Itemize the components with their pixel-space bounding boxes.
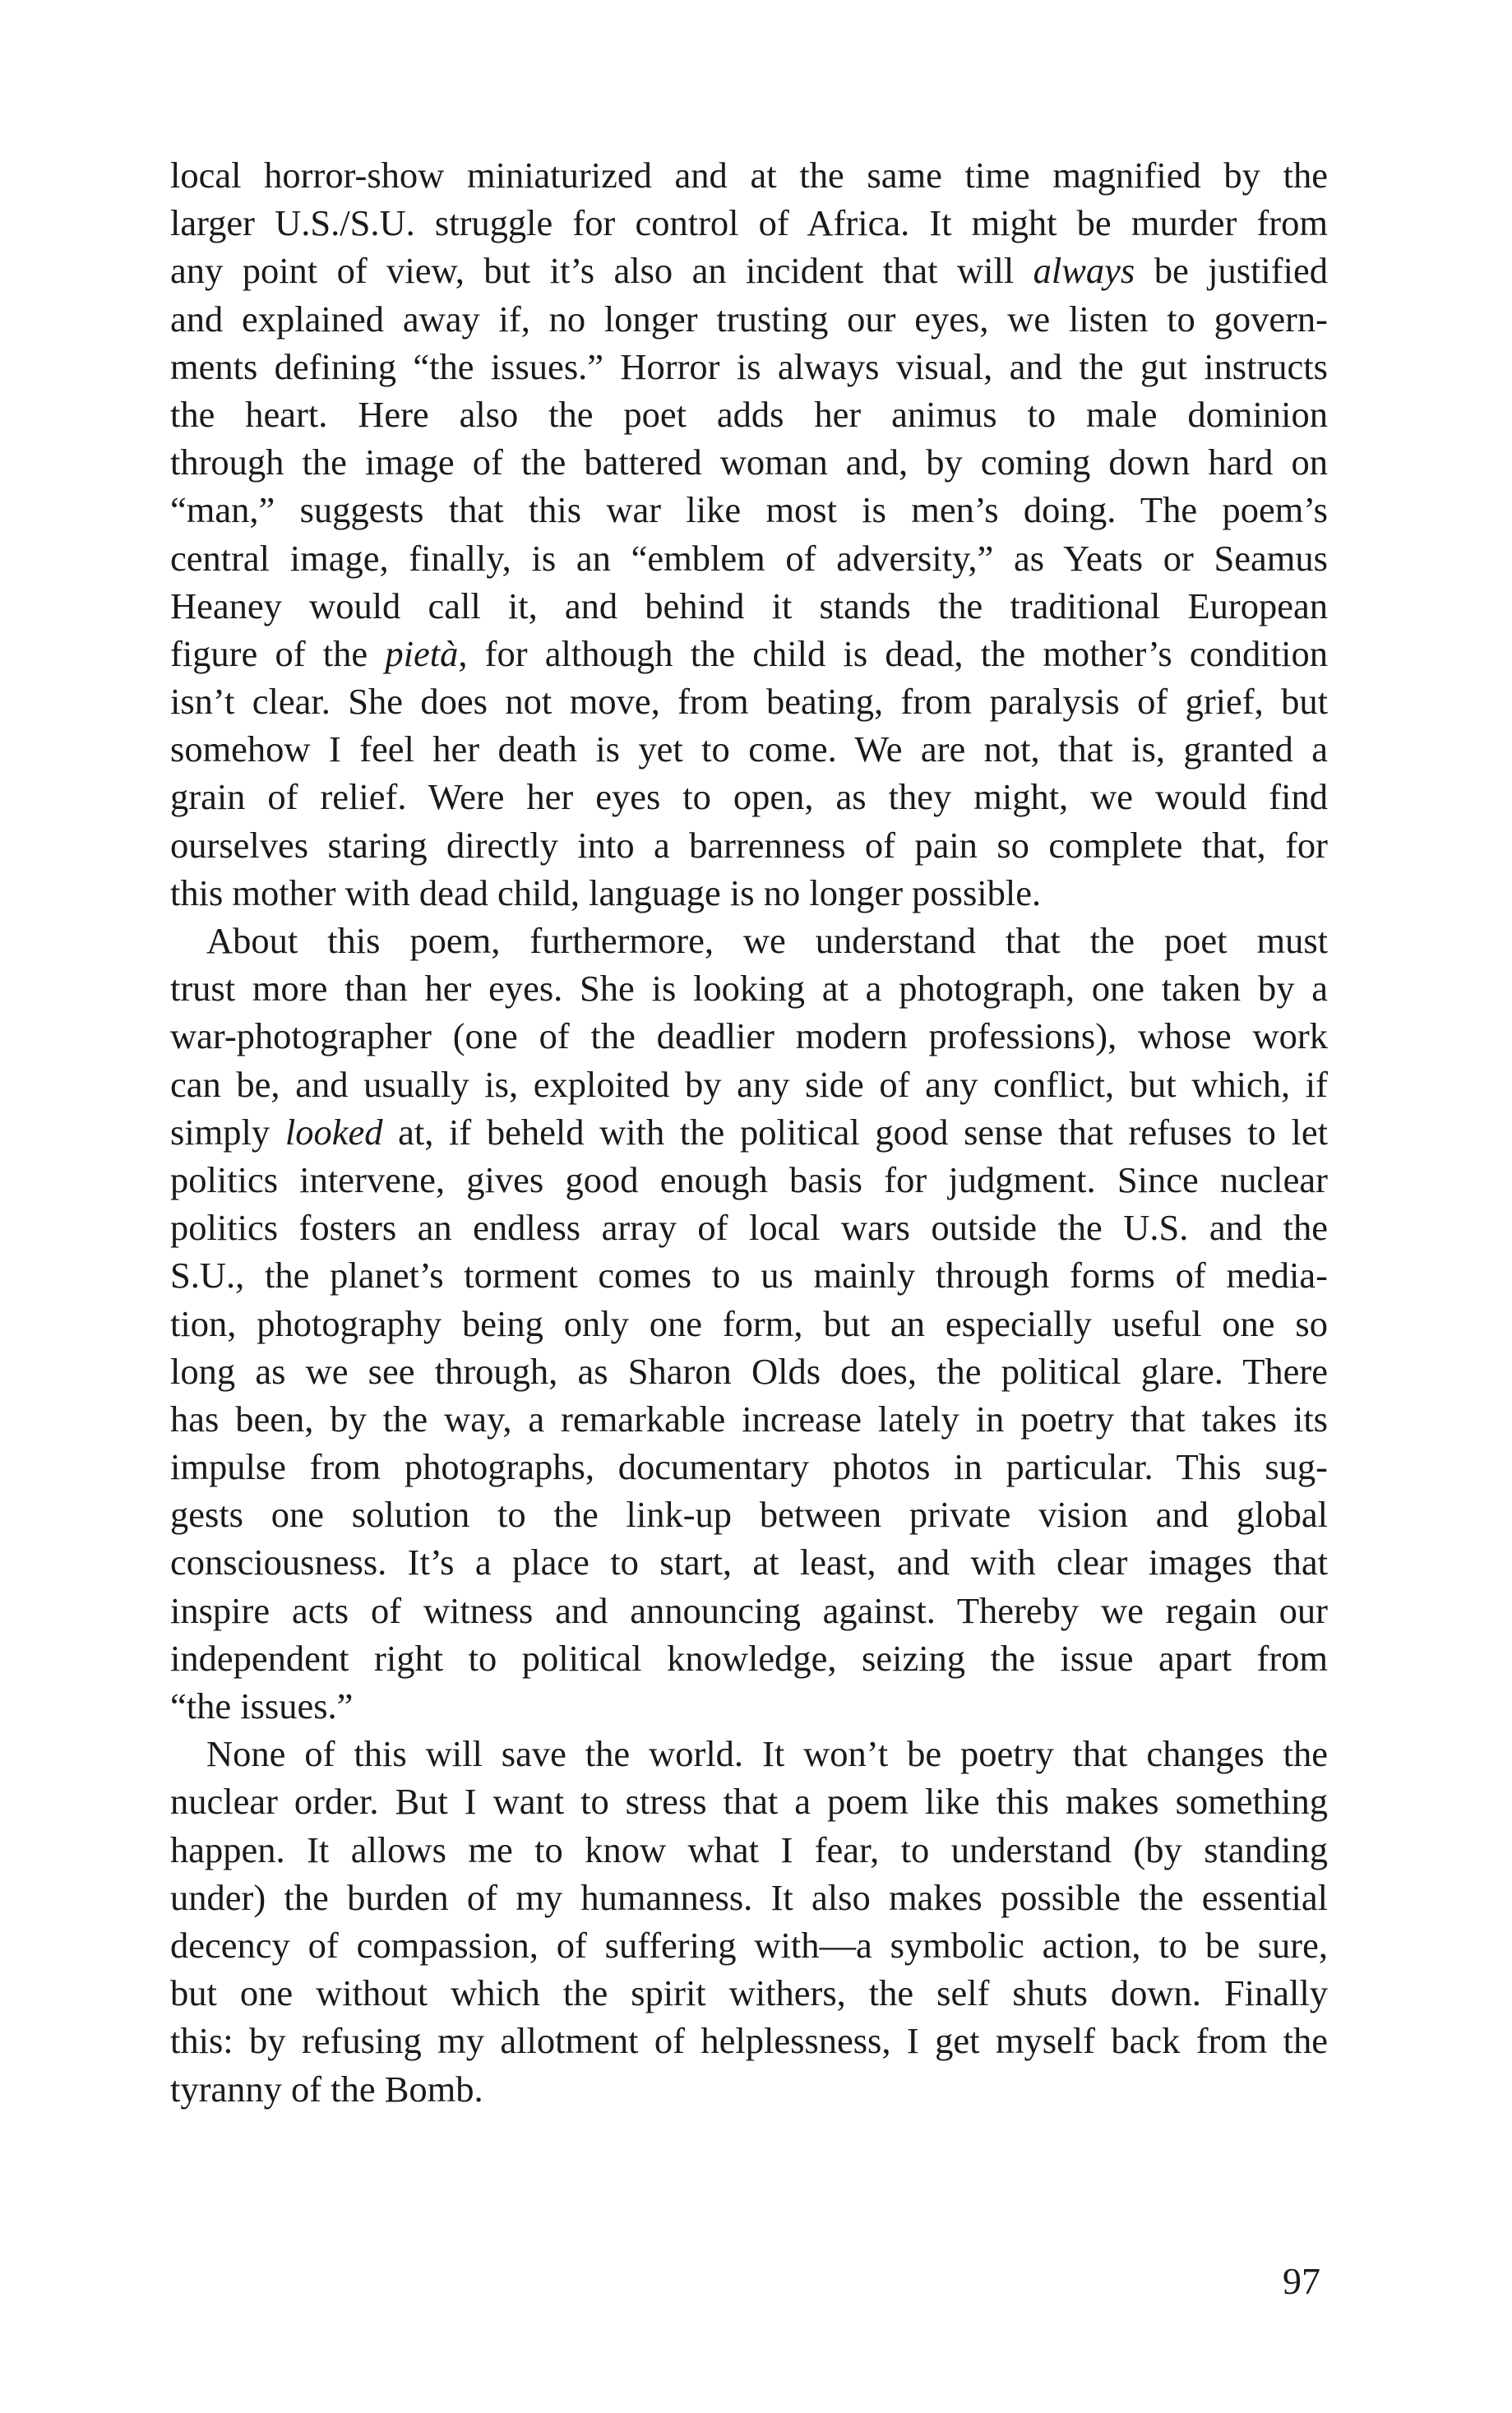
text-line: trust more than her eyes. She is looking at a photograph, one taken by a [170, 968, 1328, 1010]
paragraph [170, 1730, 1328, 2113]
text-line: the heart. Here also the poet adds her animus to male dominion [170, 393, 1328, 435]
text-line: has been, by the way, a remarkable increase lately in poetry that takes its [170, 1398, 1328, 1440]
text-line: isn’t clear. She does not move, from beating, from paralysis of grief, but [170, 681, 1328, 723]
text-line: somehow I feel her death is yet to come. We are not, that is, granted a [170, 728, 1328, 770]
text-line: consciousness. It’s a place to start, at least, and with clear images that [170, 1542, 1328, 1583]
italic-emphasis: looked [284, 1111, 383, 1153]
text-line: ments defining “the issues.” Horror is always visual, and the gut instructs [170, 345, 1328, 387]
text-line [170, 630, 1328, 677]
text-line: long as we see through, as Sharon Olds does, the political glare. There [170, 1350, 1328, 1392]
text-segment: at, if beheld with the political good sense that refuses to let [382, 1111, 1328, 1153]
text-line: None of this will save the world. It won’t be poetry that changes the [206, 1733, 1328, 1775]
page-number: 97 [1283, 2260, 1320, 2302]
text-line: “the issues.” [170, 1685, 354, 1727]
text-line: politics fosters an endless array of local wars outside the U.S. and the [170, 1207, 1328, 1249]
paragraph [170, 917, 1328, 1730]
text-line: tion, photography being only one form, but an especially useful one so [170, 1302, 1328, 1344]
text-line: “man,” suggests that this war like most is men’s doing. The poem’s [170, 489, 1328, 531]
text-line: gests one solution to the link-up between private vision and global [170, 1494, 1328, 1536]
text-line: war-photographer (one of the deadlier modern professions), whose work [170, 1015, 1328, 1057]
text-line: and explained away if, no longer trusting our eyes, we listen to govern- [170, 298, 1328, 340]
italic-emphasis: pietà [385, 632, 459, 674]
text-segment: simply [170, 1111, 285, 1153]
text-line: this: by refusing my allotment of helplessness, I get myself back from the [170, 2020, 1328, 2062]
paragraph [170, 151, 1328, 917]
text-line [170, 247, 1328, 294]
text-line: independent right to political knowledge, seizing the issue apart from [170, 1637, 1328, 1679]
text-line: under) the burden of my humanness. It also makes possible the essential [170, 1876, 1328, 1918]
text-line: ourselves staring directly into a barrenness of pain so complete that, for [170, 824, 1328, 866]
text-line: larger U.S./S.U. struggle for control of Africa. It might be murder from [170, 202, 1328, 244]
text-line: Heaney would call it, and behind it stands the traditional European [170, 585, 1328, 626]
text-line: local horror-show miniaturized and at the same time magnified by the [170, 155, 1328, 196]
text-line: happen. It allows me to know what I fear, to understand (by standing [170, 1828, 1328, 1870]
text-segment: , for although the child is dead, the mother’s condition [458, 632, 1329, 674]
text-segment: be justified [1135, 250, 1328, 292]
text-line: inspire acts of witness and announcing against. Thereby we regain our [170, 1589, 1328, 1631]
text-line: tyranny of the Bomb. [170, 2068, 483, 2110]
italic-emphasis: always [1033, 250, 1135, 292]
text-line [170, 1108, 1328, 1156]
text-line: grain of relief. Were her eyes to open, as they might, we would find [170, 776, 1328, 818]
text-segment: any point of view, but it’s also an incident that will [170, 250, 1033, 292]
text-line: central image, finally, is an “emblem of adversity,” as Yeats or Seamus [170, 537, 1328, 579]
text-line: this mother with dead child, language is no longer possible. [170, 871, 1042, 913]
text-line: decency of compassion, of suffering with—a symbolic action, to be sure, [170, 1924, 1328, 1966]
text-segment: figure of the [170, 632, 386, 674]
text-line: through the image of the battered woman and, by coming down hard on [170, 441, 1328, 483]
text-line: About this poem, furthermore, we understand that the poet must [206, 920, 1328, 961]
text-line: impulse from photographs, documentary photos in particular. This sug- [170, 1446, 1328, 1488]
text-line: can be, and usually is, exploited by any side of any conflict, but which, if [170, 1063, 1328, 1105]
text-line: politics intervene, gives good enough basis for judgment. Since nuclear [170, 1158, 1328, 1200]
text-line: nuclear order. But I want to stress that a poem like this makes something [170, 1781, 1328, 1823]
text-line: but one without which the spirit withers, the self shuts down. Finally [170, 1972, 1328, 2014]
text-line: S.U., the planet’s torment comes to us mainly through forms of media- [170, 1255, 1328, 1297]
page-body-text [170, 151, 1328, 2113]
